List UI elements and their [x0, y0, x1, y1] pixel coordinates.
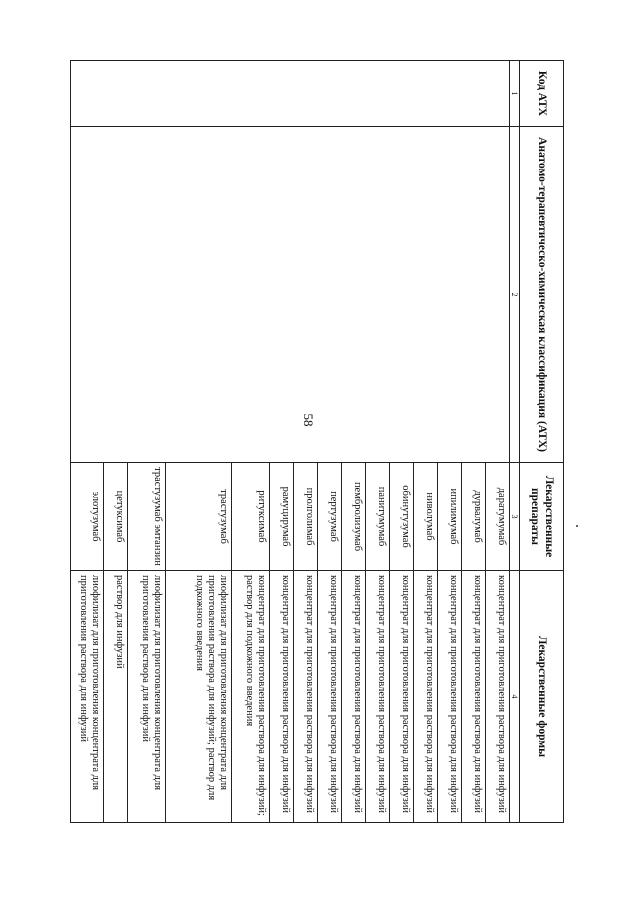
dosage-form-cell: лиофилизат для приготовления концентрата для приготовления раствора для инфузий	[128, 571, 166, 823]
drug-name-cell: пертузумаб	[317, 463, 341, 571]
drug-name-cell: ритуксимаб	[232, 463, 270, 571]
column-number: 4	[509, 571, 519, 823]
column-number: 2	[509, 127, 519, 463]
drug-name-cell: даратумумаб	[485, 463, 509, 571]
header-row	[520, 61, 564, 823]
column-number: 3	[509, 463, 519, 571]
dosage-form-cell: концентрат для приготовления раствора для инфузий	[365, 571, 389, 823]
drug-name-cell: цетуксимаб	[104, 463, 128, 571]
dosage-form-cell: концентрат для приготовления раствора для инфузий	[437, 571, 461, 823]
column-number: 1	[509, 61, 519, 127]
drug-name-cell: пролголимаб	[293, 463, 317, 571]
header-atc-classification: Анатомо-терапевтическо-химическая классификация (АТХ)	[520, 127, 564, 463]
header-dosage-forms: Лекарственные формы	[520, 571, 564, 823]
dosage-form-cell: концентрат для приготовления раствора для инфузий	[485, 571, 509, 823]
dosage-form-cell: концентрат для приготовления раствора для инфузий	[317, 571, 341, 823]
header-drugs: Лекарственные препараты	[520, 463, 564, 571]
dosage-form-cell: концентрат для приготовления раствора для инфузий	[341, 571, 365, 823]
page-number: 58	[301, 413, 316, 427]
drug-name-cell: рамуцирумаб	[269, 463, 293, 571]
scan-speck	[576, 525, 578, 527]
atc-code-cell	[71, 61, 510, 127]
drug-name-cell: элотузумаб	[71, 463, 104, 571]
dosage-form-cell: концентрат для приготовления раствора для инфузий	[461, 571, 485, 823]
dosage-form-cell: концентрат для приготовления раствора для инфузий; раствор для подкожного введения	[232, 571, 270, 823]
drug-name-cell: трастузумаб эмтанзин	[128, 463, 166, 571]
table-body	[71, 61, 510, 823]
dosage-form-cell: концентрат для приготовления раствора для инфузий	[389, 571, 413, 823]
drug-name-cell: обинутузумаб	[389, 463, 413, 571]
dosage-form-cell: концентрат для приготовления раствора для инфузий	[413, 571, 437, 823]
column-number-row	[509, 61, 519, 823]
dosage-form-cell: лиофилизат для приготовления концентрата для приготовления раствора для инфузий; раствор для подкожного введения	[166, 571, 232, 823]
drug-name-cell: пембролизумаб	[341, 463, 365, 571]
dosage-form-cell: концентрат для приготовления раствора для инфузий	[269, 571, 293, 823]
dosage-form-cell: лиофилизат для приготовления концентрата для приготовления раствора для инфузий	[71, 571, 104, 823]
atc-table-rotated	[70, 60, 564, 822]
dosage-form-cell: раствор для инфузий	[104, 571, 128, 823]
header-atc-code: Код АТХ	[520, 61, 564, 127]
drug-name-cell: панитумумаб	[365, 463, 389, 571]
drug-name-cell: ниволумаб	[413, 463, 437, 571]
drug-name-cell: дурвалумаб	[461, 463, 485, 571]
atc-table	[70, 60, 564, 823]
dosage-form-cell: концентрат для приготовления раствора для инфузий	[293, 571, 317, 823]
table-row	[485, 61, 509, 823]
atc-class-cell	[71, 127, 510, 463]
drug-name-cell: ипилимумаб	[437, 463, 461, 571]
drug-name-cell: трастузумаб	[166, 463, 232, 571]
